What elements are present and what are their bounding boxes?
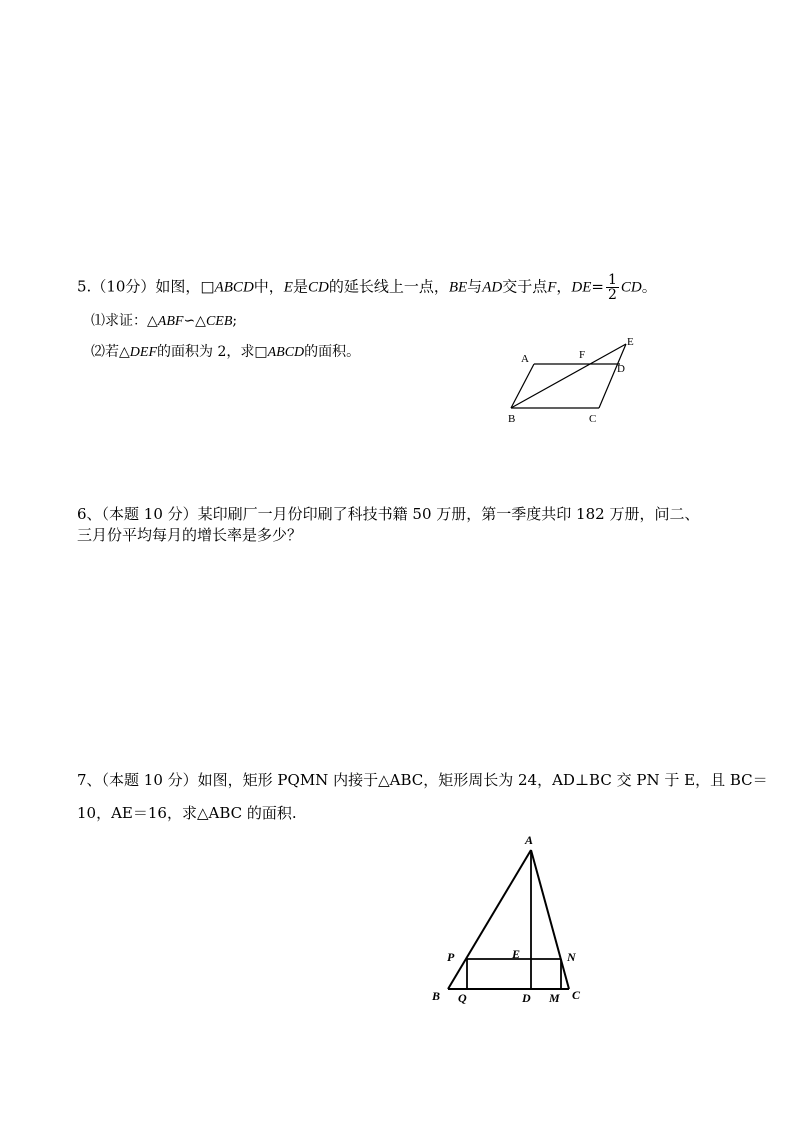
part2-text: 的面积为 2，求 [157, 344, 255, 360]
segment-be: BE [448, 279, 468, 296]
part1-ceb: CEB [205, 314, 233, 329]
part2-def: DEF [129, 345, 157, 360]
problem5-text-e: 与 [467, 277, 483, 296]
part1-similar-symbol: ∽△ [183, 313, 206, 329]
de-label: DE [571, 279, 592, 296]
problem6-line1: 6、（本题 10 分）某印刷厂一月份印刷了科技书籍 50 万册，第一季度共印 182 万册，问二、 [77, 505, 700, 523]
triangle-side-ac [531, 850, 569, 989]
problem5-text-d: 的延长线上一点， [328, 277, 449, 296]
label-a: A [525, 833, 534, 847]
label-d: D [522, 991, 531, 1005]
part2-prefix: ⑵若△ [91, 344, 130, 360]
name-abcd: ABCD [214, 279, 254, 296]
point-e: E [283, 279, 293, 296]
label-b: B [508, 413, 516, 425]
problem5-text-c: 是 [292, 277, 308, 296]
equals-sign: = [591, 277, 604, 296]
parallelogram-symbol: □ [200, 277, 215, 296]
label-p: P [447, 950, 455, 964]
problem7-line1: 7、（本题 10 分）如图，矩形 PQMN 内接于△ABC，矩形周长为 24，AD⊥BC 交 PN 于 E，且 BC＝ [77, 771, 768, 789]
segment-ce [599, 344, 626, 408]
problem5-text-b: 中， [253, 277, 284, 296]
part2-abcd: ABCD [267, 345, 305, 360]
fraction-numerator: 1 [607, 272, 617, 288]
label-a: A [521, 353, 529, 365]
label-f: F [579, 349, 586, 361]
label-d: D [617, 363, 625, 375]
problem7-figure [425, 830, 595, 1010]
part2-end: 的面积。 [304, 344, 361, 360]
problem5-text-end: 。 [641, 277, 657, 296]
problem5-score: （10分） [91, 277, 156, 296]
label-e: E [512, 947, 521, 961]
label-m: M [549, 991, 560, 1005]
problem6-line2: 三月份平均每月的增长率是多少？ [77, 526, 303, 544]
label-n: N [567, 950, 576, 964]
part1-prefix: ⑴求证：△ [91, 313, 158, 329]
problem5-text-a: 如图， [155, 277, 201, 296]
triangle-side-ab [448, 850, 531, 989]
problem5-statement [77, 273, 657, 302]
fraction-one-half [606, 273, 619, 302]
problem5-number: 5. [77, 277, 92, 296]
problem5-figure [500, 332, 650, 427]
segment-cd: CD [307, 279, 329, 296]
problem5-text-g: ， [556, 277, 572, 296]
label-b: B [432, 989, 441, 1003]
label-e: E [627, 336, 634, 348]
segment-ad: AD [482, 279, 503, 296]
label-q: Q [458, 991, 467, 1005]
problem5-part2 [91, 342, 360, 363]
label-c: C [589, 413, 597, 425]
problem5-text-f: 交于点 [502, 277, 548, 296]
part1-abf: ABF [157, 314, 184, 329]
fraction-denominator: 2 [607, 287, 617, 303]
problem7-line2: 10，AE＝16，求△ABC 的面积. [77, 804, 297, 822]
part1-end: ; [232, 313, 238, 329]
point-f: F [547, 279, 557, 296]
problem5-part1 [91, 311, 237, 332]
part2-parallelogram-symbol: □ [254, 344, 268, 360]
label-c: C [572, 988, 581, 1002]
cd-label: CD [620, 279, 642, 296]
